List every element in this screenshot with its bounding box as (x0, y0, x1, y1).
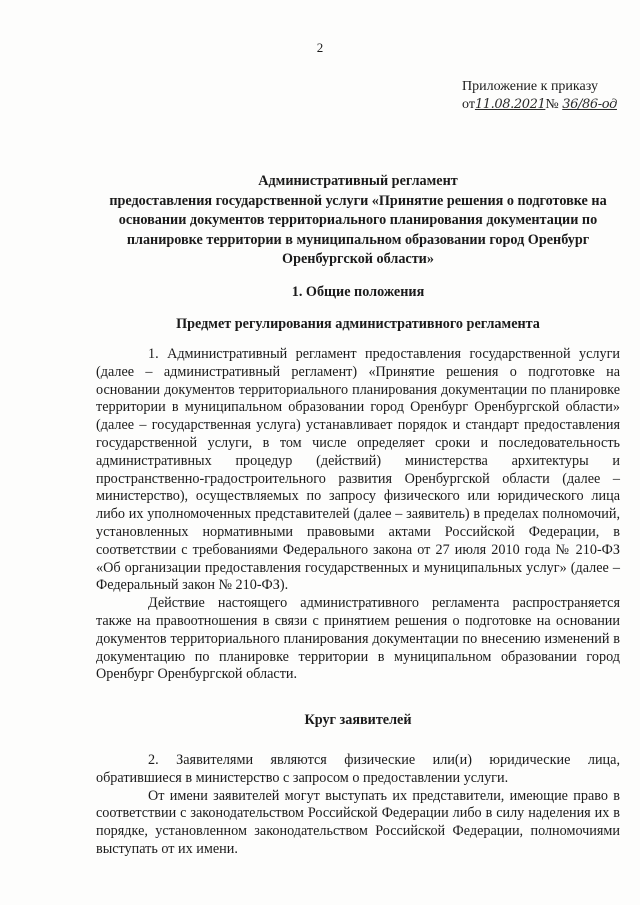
paragraph-3: 2. Заявителями являются физические или(и) юридические лица, обратившиеся в министерство с запросом о предоставлении услуги. (96, 752, 620, 786)
paragraph-1: 1. Административный регламент предоставления государственной услуги (далее – административный регламент) «Принятие решения о подготовке на основании документов территориального планирования документации по планировке территории в муниципальном образовании город Оренбург Оренбургской области» (далее – государственная услуга) устанавливает порядок и стандарт предоставления государственной услуги, в том числе определяет сроки и последовательность административных процедур (действий) министерства архитектуры и пространственно-градостроительного развития Оренбургской области (далее – министерство), осуществляемых по запросу физического или юридического лица либо их уполномоченных представителей (далее – заявитель) в пределах полномочий, установленных нормативными правовыми актами Российской Федерации, в соответствии с требованиями Федерального закона от 27 июля 2010 года № 210-ФЗ «Об организации предоставления государственных и муниципальных услуг» (далее – Федеральный закон № 210-ФЗ). (96, 346, 620, 594)
page-number: 2 (316, 40, 324, 55)
order-number-handwritten: 36/86-од (562, 97, 617, 112)
subsection-heading-applicants: Круг заявителей (304, 712, 412, 728)
order-number-label: № (545, 97, 559, 112)
order-date-handwritten: 11.08.2021 (474, 97, 546, 112)
subsection-heading-regulation: Предмет регулирования административного регламента (176, 316, 540, 332)
section-heading: 1. Общие положения (291, 284, 425, 300)
document-title (96, 172, 620, 270)
paragraph-4: От имени заявителей могут выступать их представители, имеющие право в соответствии с законодательством Российской Федерации либо в силу наделения их в порядке, установленном законодательством Российской Федерации, полномочиями выступать от их имени. (96, 787, 620, 857)
title-line-1: Административный регламент (258, 173, 458, 189)
order-date-number-line (462, 96, 617, 114)
body-block-1 (96, 346, 620, 684)
appendix-label: Приложение к приказу (462, 79, 598, 94)
appendix-reference (462, 78, 617, 114)
paragraph-2: Действие настоящего административного регламента распространяется также на правоотношения в связи с принятием решения о подготовке на основании документов территориального планирования документации по внесению изменений в документацию по планировке территории в муниципальном образовании город Оренбург Оренбургской области. (96, 595, 620, 683)
title-rest: предоставления государственной услуги «Принятие решения о подготовке на основании документов территориального планирования документации по планировке территории в муниципальном образовании город Оренбург Оренбургской области» (109, 192, 607, 267)
body-block-2 (96, 752, 620, 859)
order-prefix: от (462, 97, 475, 112)
